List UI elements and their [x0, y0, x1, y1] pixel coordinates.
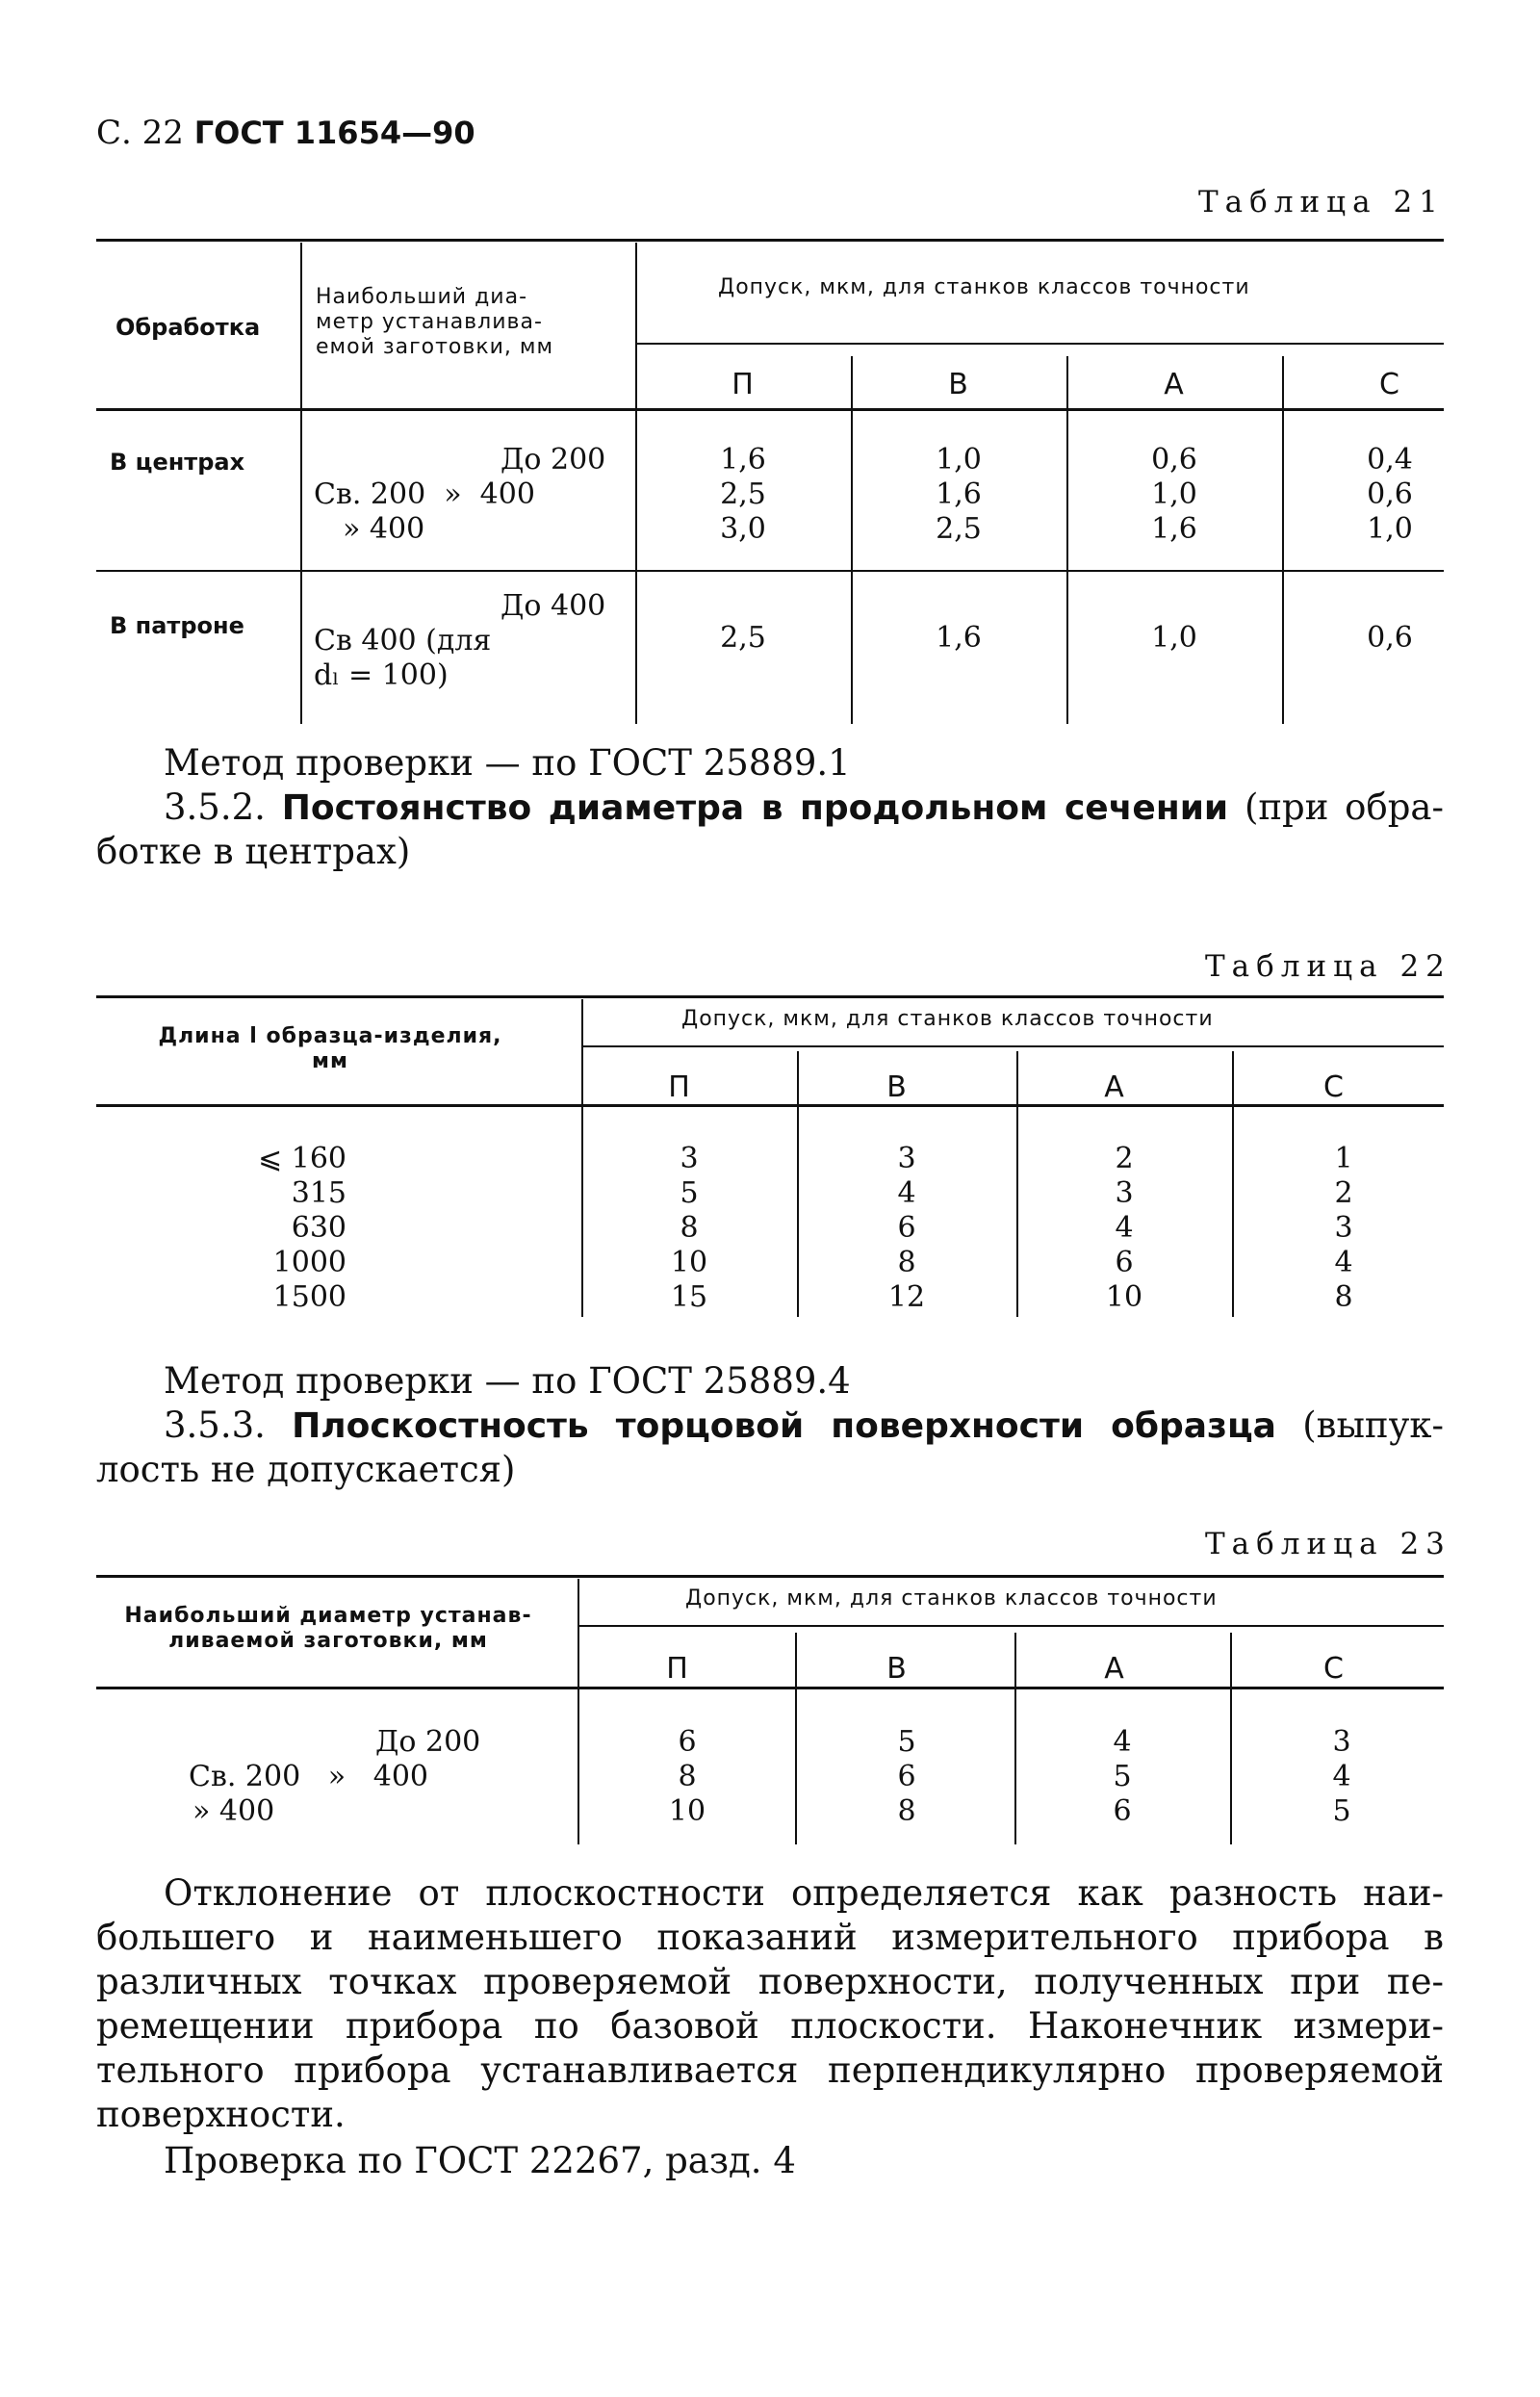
value: 12 — [887, 1280, 926, 1314]
column-divider — [1232, 1051, 1234, 1317]
diameter-value: Св. 200 » 400 — [189, 1760, 429, 1793]
column-divider — [797, 1051, 799, 1317]
value: 5 — [897, 1725, 916, 1759]
table-22-caption: Таблица 22 — [1205, 949, 1451, 984]
value: 0,6 — [1151, 443, 1197, 477]
value: 4 — [1115, 1211, 1134, 1245]
section-number: 3.5.2. — [164, 786, 266, 828]
table-top-rule — [96, 1575, 1444, 1578]
paragraph-line: ремещении прибора по базовой плоскости. Наконечник измери- — [96, 2005, 1444, 2047]
table-header-rule — [96, 1104, 1444, 1107]
value: 8 — [897, 1794, 916, 1828]
class-header: А — [1164, 368, 1185, 401]
tolerance-column — [1276, 1142, 1411, 1315]
value: 5 — [1332, 1794, 1351, 1828]
table-top-rule — [96, 995, 1444, 998]
section-title-continuation: ботке в центрах) — [96, 831, 411, 872]
value: 2 — [1334, 1176, 1353, 1210]
value: 6 — [1113, 1794, 1132, 1828]
value: 1 — [1334, 1142, 1353, 1175]
length-column — [192, 1142, 346, 1315]
header-line: мм — [312, 1049, 348, 1073]
tolerance-value: 1,6 — [936, 621, 982, 655]
tolerance-value: 0,6 — [1367, 621, 1413, 655]
class-header: П — [666, 1652, 689, 1686]
value: 3,0 — [720, 512, 766, 546]
tolerance-column — [1057, 1142, 1192, 1315]
table-23-caption: Таблица 23 — [1205, 1527, 1451, 1561]
value: 0,4 — [1367, 443, 1413, 477]
paragraph-line: большего и наименьшего показаний измерительного прибора в — [96, 1917, 1444, 1958]
value: 1,0 — [936, 443, 982, 477]
column-divider — [851, 356, 853, 724]
tolerance-value: 1,0 — [1151, 621, 1197, 655]
tolerance-cell — [1322, 443, 1457, 547]
header-work: Обработка — [116, 314, 261, 341]
diameter-value: Св 400 (для — [314, 624, 492, 657]
table-21-caption: Таблица 21 — [1198, 185, 1445, 219]
section-title-continuation: лость не допускается) — [96, 1449, 516, 1490]
value: 15 — [670, 1280, 708, 1314]
section-title: Плоскостность торцовой поверхности образца — [292, 1406, 1276, 1446]
tolerance-cell — [1107, 443, 1242, 547]
diameter-value: До 400 — [500, 589, 606, 623]
column-divider — [1230, 1633, 1232, 1844]
row-label: В патроне — [110, 612, 244, 639]
column-divider — [578, 1579, 579, 1844]
value: 4 — [1334, 1246, 1353, 1279]
header-diameter — [316, 285, 553, 360]
diameter-value: » 400 — [343, 512, 425, 546]
class-header: П — [668, 1070, 691, 1104]
value: 3 — [1334, 1211, 1353, 1245]
value: 4 — [897, 1176, 916, 1210]
section-title-note: (при обра- — [1244, 786, 1444, 828]
header-length — [114, 1024, 547, 1074]
length-value: 630 — [291, 1211, 346, 1245]
length-value: 1000 — [272, 1246, 346, 1279]
tolerance-column — [622, 1142, 757, 1315]
method-note: Метод проверки — по ГОСТ 25889.4 — [164, 1360, 851, 1402]
value: 6 — [897, 1760, 916, 1793]
table-top-rule — [96, 239, 1444, 242]
value: 2,5 — [720, 477, 766, 511]
diameter-value: До 200 — [375, 1725, 481, 1759]
value: 5 — [680, 1176, 699, 1210]
class-header: П — [732, 368, 755, 401]
tolerance-column — [1055, 1725, 1190, 1829]
value: 8 — [1334, 1280, 1353, 1314]
class-header: В — [886, 1652, 908, 1686]
diameter-value: Св. 200 » 400 — [314, 477, 535, 511]
value: 1,6 — [1151, 512, 1197, 546]
header-diameter — [92, 1604, 564, 1654]
diameter-value: » 400 — [192, 1794, 275, 1828]
tolerance-cell — [676, 443, 810, 547]
page-number: С. 22 — [96, 114, 184, 152]
value: 8 — [897, 1246, 916, 1279]
value: 1,6 — [936, 477, 982, 511]
class-header: С — [1323, 1070, 1345, 1104]
page-header — [96, 114, 475, 152]
value: 2,5 — [936, 512, 982, 546]
class-header: С — [1323, 1652, 1345, 1686]
column-divider — [1014, 1633, 1016, 1844]
value: 10 — [670, 1246, 708, 1279]
column-divider — [635, 243, 637, 724]
tolerance-column — [839, 1725, 974, 1829]
section-title-note: (выпук- — [1302, 1405, 1444, 1446]
tolerance-column — [1274, 1725, 1409, 1829]
value: 4 — [1113, 1725, 1132, 1759]
row-label: В центрах — [110, 449, 245, 476]
header-tolerance: Допуск, мкм, для станков классов точности — [685, 1586, 1218, 1611]
value: 10 — [668, 1794, 706, 1828]
table-row-rule — [96, 570, 1444, 572]
table-header-divider — [635, 343, 1444, 345]
column-divider — [300, 243, 302, 724]
value: 8 — [678, 1760, 697, 1793]
value: 10 — [1105, 1280, 1143, 1314]
section-heading — [164, 786, 1444, 831]
value: 8 — [680, 1211, 699, 1245]
tolerance-column — [839, 1142, 974, 1315]
class-header: В — [886, 1070, 908, 1104]
table-header-divider — [581, 1045, 1444, 1047]
table-header-rule — [96, 1687, 1444, 1689]
section-heading — [164, 1404, 1444, 1449]
value: 3 — [1332, 1725, 1351, 1759]
value: 4 — [1332, 1760, 1351, 1793]
value: 3 — [1115, 1176, 1134, 1210]
table-header-divider — [578, 1625, 1444, 1627]
value: 3 — [897, 1142, 916, 1175]
class-header: С — [1379, 368, 1400, 401]
header-line: ливаемой заготовки, мм — [168, 1629, 488, 1653]
paragraph-line: различных точках проверяемой поверхности, полученных при пе- — [96, 1961, 1444, 2002]
header-tolerance: Допуск, мкм, для станков классов точности — [681, 1007, 1214, 1031]
column-divider — [1282, 356, 1284, 724]
check-note: Проверка по ГОСТ 22267, разд. 4 — [164, 2140, 796, 2181]
value: 0,6 — [1367, 477, 1413, 511]
value: 5 — [1113, 1760, 1132, 1793]
value: 3 — [680, 1142, 699, 1175]
column-divider — [581, 999, 583, 1317]
value: 2 — [1115, 1142, 1134, 1175]
value: 6 — [678, 1725, 697, 1759]
section-number: 3.5.3. — [164, 1405, 266, 1446]
header-line: Наибольший диа- — [316, 285, 528, 309]
header-line: Длина l образца-изделия, — [158, 1024, 502, 1048]
flatness-paragraph — [96, 1871, 1444, 2137]
length-value: 315 — [291, 1176, 346, 1210]
diameter-value: dₗ = 100) — [314, 658, 449, 692]
paragraph-line: тельного прибора устанавливается перпендикулярно проверяемой — [96, 2049, 1444, 2091]
header-tolerance: Допуск, мкм, для станков классов точности — [718, 275, 1250, 299]
standard-code: ГОСТ 11654—90 — [193, 115, 475, 151]
column-divider — [795, 1633, 797, 1844]
header-line: емой заготовки, мм — [316, 335, 554, 359]
value: 6 — [897, 1211, 916, 1245]
header-line: Наибольший диаметр устанав- — [124, 1604, 532, 1628]
tolerance-value: 2,5 — [720, 621, 766, 655]
tolerance-column — [620, 1725, 755, 1829]
class-header: А — [1104, 1070, 1125, 1104]
length-value: 1500 — [272, 1280, 346, 1314]
header-line: метр устанавлива- — [316, 310, 543, 334]
column-divider — [1016, 1051, 1018, 1317]
value: 1,6 — [720, 443, 766, 477]
diameter-value: До 200 — [500, 443, 606, 477]
paragraph-line: поверхности. — [96, 2094, 346, 2135]
value: 6 — [1115, 1246, 1134, 1279]
section-title: Постоянство диаметра в продольном сечении — [281, 788, 1229, 828]
length-value: ⩽ 160 — [258, 1142, 346, 1175]
value: 1,0 — [1367, 512, 1413, 546]
table-header-rule — [96, 408, 1444, 411]
tolerance-cell — [891, 443, 1026, 547]
paragraph-line: Отклонение от плоскостности определяется как разность наи- — [164, 1872, 1444, 1914]
class-header: В — [948, 368, 969, 401]
method-note: Метод проверки — по ГОСТ 25889.1 — [164, 742, 851, 784]
class-header: А — [1104, 1652, 1125, 1686]
value: 1,0 — [1151, 477, 1197, 511]
column-divider — [1066, 356, 1068, 724]
